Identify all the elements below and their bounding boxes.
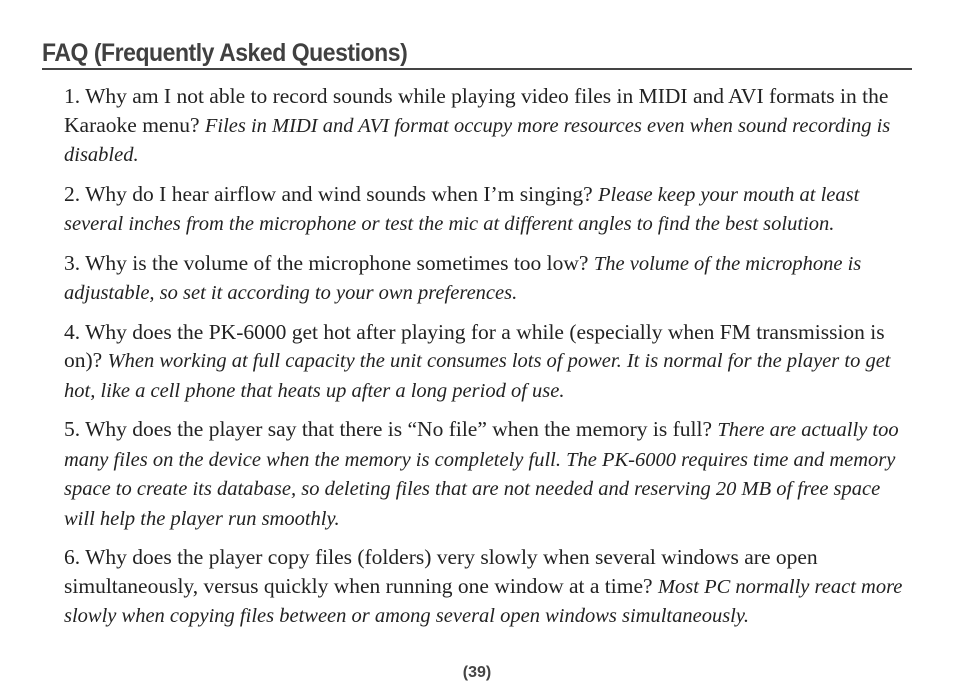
- faq-item-1: [64, 82, 910, 170]
- faq-item-4: [64, 318, 910, 406]
- faq-question: 5. Why does the player say that there is “No file” when the memory is full?: [64, 417, 712, 441]
- faq-question: 2. Why do I hear airflow and wind sounds when I’m singing?: [64, 181, 593, 206]
- page-number: (39): [462, 664, 492, 681]
- faq-answer: There are actually too many files on the device when the memory is completely full. The PK-6000 requires time and memory space to create its database, so deleting files that are not needed and reserving 20 MB of free space will help the player run smoothly.: [64, 419, 899, 530]
- faq-question: 6. Why does the player copy files (folders) very slowly when several windows are open simultaneously, versus quickly when running one window at a time?: [64, 545, 818, 598]
- faq-item-5: [64, 415, 910, 533]
- faq-question: 4. Why does the PK-6000 get hot after playing for a while (especially when FM transmission is on)?: [64, 319, 885, 372]
- faq-question: 3. Why is the volume of the microphone sometimes too low?: [64, 250, 589, 275]
- faq-answer: When working at full capacity the unit consumes lots of power. It is normal for the player to get hot, like a cell phone that heats up after a long period of use.: [64, 350, 891, 402]
- faq-question: 1. Why am I not able to record sounds while playing video files in MIDI and AVI formats in the Karaoke menu?: [64, 84, 889, 137]
- faq-answer: Please keep your mouth at least several inches from the microphone or test the mic at different angles to find the best solution.: [64, 183, 860, 235]
- faq-item-2: [64, 180, 910, 239]
- faq-answer: Files in MIDI and AVI format occupy more resources even when sound recording is disabled.: [64, 114, 891, 166]
- page-title: FAQ (Frequently Asked Questions): [42, 39, 408, 67]
- faq-item-6: [64, 543, 910, 631]
- faq-list: [64, 82, 910, 641]
- faq-item-3: [64, 249, 910, 308]
- faq-answer: The volume of the microphone is adjustable, so set it according to your own preferences.: [64, 252, 862, 304]
- faq-heading: [42, 38, 912, 70]
- faq-answer: Most PC normally react more slowly when copying files between or among several open windows simultaneously.: [64, 575, 903, 627]
